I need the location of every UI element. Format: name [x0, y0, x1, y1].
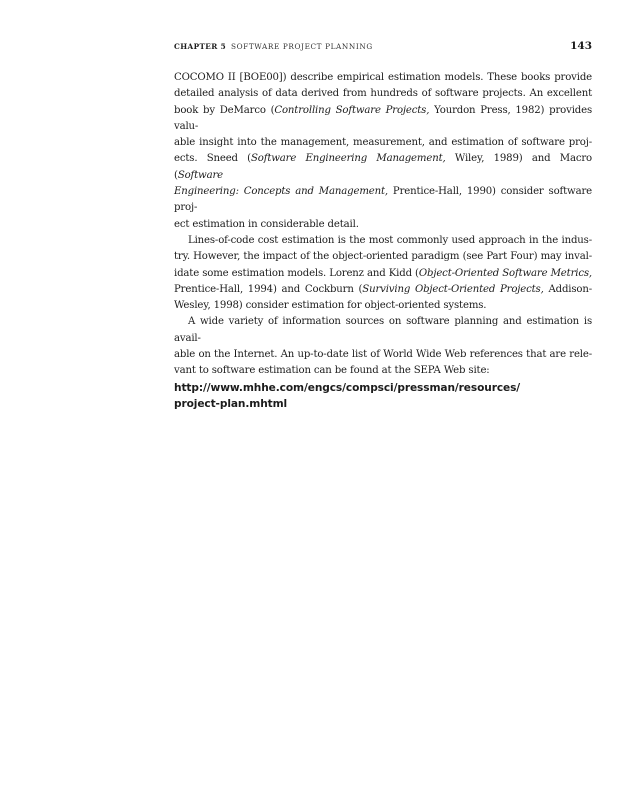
chapter-title: SOFTWARE PROJECT PLANNING: [231, 42, 373, 51]
running-header: [174, 40, 592, 54]
paragraph-line: Engineering: Concepts and Management, Prentice-Hall, 1990) consider software proj-: [174, 186, 592, 214]
paragraph-line: ect estimation in considerable detail.: [174, 218, 359, 230]
paragraph-line: ects. Sneed (Software Engineering Management, Wiley, 1989) and Macro (Software: [174, 153, 593, 181]
book-title: Surviving Object-Oriented Projects,: [362, 283, 544, 295]
paragraph-line: able insight into the management, measurement, and estimation of software proj-: [174, 137, 592, 149]
paragraph-line: able on the Internet. An up-to-date list of World Wide Web references that are rele-: [174, 349, 592, 361]
paragraph-line: vant to software estimation can be found at the SEPA Web site:: [174, 365, 490, 377]
book-title: Software Engineering Management,: [251, 153, 446, 165]
paragraph-line: Prentice-Hall, 1994) and Cockburn (Surviving Object-Oriented Projects, Addison-: [174, 283, 592, 295]
sepa-url[interactable]: http://www.mhhe.com/engcs/compsci/pressman/resources/: [174, 381, 521, 394]
paragraph-line: book by DeMarco (Controlling Software Projects, Yourdon Press, 1982) provides valu-: [174, 104, 592, 132]
book-title: Software: [177, 169, 223, 181]
paragraph-line: COCOMO II [BOE00]) describe empirical estimation models. These books provide: [174, 72, 592, 83]
paragraph-line: A wide variety of information sources on software planning and estimation is avail-: [174, 316, 592, 344]
paragraph-line: idate some estimation models. Lorenz and Kidd (Object-Oriented Software Metrics,: [174, 267, 592, 279]
body-text: [174, 70, 592, 412]
book-title: Engineering: Concepts and Management,: [174, 186, 388, 198]
chapter-label: CHAPTER 5: [174, 42, 227, 51]
paragraph-line: Wesley, 1998) consider estimation for object-oriented systems.: [174, 300, 487, 312]
book-title: Controlling Software Projects,: [274, 104, 430, 116]
sepa-url-continued[interactable]: project-plan.mhtml: [174, 397, 288, 410]
book-title: Object-Oriented Software Metrics,: [418, 267, 592, 279]
paragraph-line: try. However, the impact of the object-oriented paradigm (see Part Four) may inval-: [174, 251, 592, 263]
paragraph-line: detailed analysis of data derived from hundreds of software projects. An excellent: [174, 88, 592, 100]
paragraph-line: Lines-of-code cost estimation is the most commonly used approach in the indus-: [188, 234, 592, 246]
page-number: 143: [570, 40, 592, 52]
